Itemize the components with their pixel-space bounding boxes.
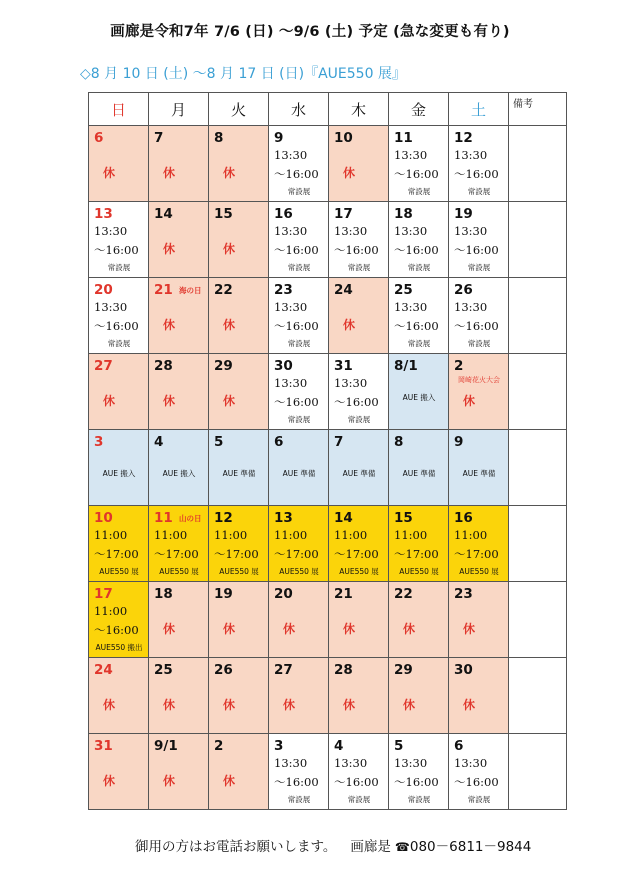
calendar-week [89,430,567,506]
closed-label: 休 [162,698,175,712]
regular-exhibition-label: 常設展 [407,263,431,272]
day-number: 18 [154,586,173,602]
open-time: 13:30 [334,224,368,238]
open-time: 13:30 [334,756,368,770]
day-number: 16 [454,510,473,526]
open-time: 13:30 [394,756,428,770]
day-number: 3 [274,738,284,754]
contact-request-text: 御用の方はお電話お願いします。 [135,839,337,855]
phone-number: 080－6811－9844 [409,839,532,855]
day-number: 14 [154,206,173,222]
close-time: ～16:00 [274,319,319,333]
weekday-sat: 土 [449,93,509,126]
day-number: 12 [454,130,473,146]
day-number: 8 [214,130,224,146]
calendar-table [88,92,567,810]
event-label: 岡崎花火大会 [458,376,500,384]
day-number: 31 [94,738,113,754]
open-time: 13:30 [454,756,488,770]
day-number: 2 [214,738,224,754]
closed-label: 休 [222,698,235,712]
calendar-week [89,658,567,734]
day-cell [209,506,269,582]
day-cell [209,126,269,202]
day-number: 3 [94,434,104,450]
day-cell [449,202,509,278]
closed-label: 休 [162,622,175,636]
aue-prep-label: AUE 準備 [462,469,496,478]
regular-exhibition-label: 常設展 [467,795,491,804]
open-time: 11:00 [94,604,128,618]
open-time: 13:30 [394,300,428,314]
closed-label: 休 [102,394,115,408]
day-number: 7 [154,130,164,146]
calendar-week [89,582,567,658]
closed-label: 休 [342,622,355,636]
aue-prep-label: AUE 準備 [342,469,376,478]
close-time: ～16:00 [394,243,439,257]
aue-move-out-label: AUE550 搬出 [95,643,143,652]
weekday-fri: 金 [389,93,449,126]
day-cell [449,734,509,810]
day-cell [449,278,509,354]
regular-exhibition-label: 常設展 [407,339,431,348]
day-cell [389,658,449,734]
page-title: 画廊是令和7年 7/6 (日) ～9/6 (土) 予定 (急な変更も有り) [110,24,510,40]
aue-prep-label: AUE 準備 [222,469,256,478]
regular-exhibition-label: 常設展 [107,339,131,348]
day-number: 22 [394,586,413,602]
note-cell [509,354,567,430]
day-cell [89,430,149,506]
note-cell [509,430,567,506]
open-time: 13:30 [274,300,308,314]
day-number: 6 [94,130,104,146]
day-number: 14 [334,510,353,526]
day-number: 16 [274,206,293,222]
day-cell [329,126,389,202]
day-number: 20 [94,282,113,298]
holiday-label: 山の日 [179,514,202,523]
closed-label: 休 [282,622,295,636]
aue-move-in-label: AUE 搬入 [102,469,136,478]
day-cell [449,658,509,734]
day-number: 29 [394,662,413,678]
day-cell [149,126,209,202]
close-time: ～16:00 [394,775,439,789]
calendar-week [89,126,567,202]
day-cell [329,354,389,430]
day-number: 11 [394,130,413,146]
open-time: 13:30 [274,756,308,770]
day-number: 8 [394,434,404,450]
regular-exhibition-label: 常設展 [287,187,311,196]
day-number: 24 [94,662,113,678]
day-number: 10 [94,510,113,526]
weekday-header-row [89,93,567,126]
note-header: 備考 [509,93,567,126]
close-time: ～17:00 [454,547,499,561]
close-time: ～16:00 [94,319,139,333]
day-number: 17 [94,586,113,602]
day-cell [89,354,149,430]
day-number: 4 [154,434,164,450]
closed-label: 休 [222,622,235,636]
closed-label: 休 [162,318,175,332]
close-time: ～16:00 [454,319,499,333]
day-cell [209,278,269,354]
regular-exhibition-label: 常設展 [467,263,491,272]
aue-prep-label: AUE 準備 [402,469,436,478]
open-time: 13:30 [454,300,488,314]
closed-label: 休 [102,774,115,788]
close-time: ～17:00 [154,547,199,561]
note-cell [509,582,567,658]
day-number: 12 [214,510,233,526]
day-number: 18 [394,206,413,222]
day-number: 4 [334,738,344,754]
day-cell [209,202,269,278]
day-cell [449,126,509,202]
regular-exhibition-label: 常設展 [467,187,491,196]
day-cell [389,506,449,582]
day-number: 31 [334,358,353,374]
day-number: 6 [454,738,464,754]
day-cell [89,582,149,658]
day-number: 8/1 [394,358,418,374]
closed-label: 休 [402,698,415,712]
aue-exhibition-label: AUE550 展 [159,567,199,576]
regular-exhibition-label: 常設展 [467,339,491,348]
regular-exhibition-label: 常設展 [107,263,131,272]
day-number: 10 [334,130,353,146]
phone-icon: ☎ [394,840,410,854]
day-cell [149,658,209,734]
close-time: ～17:00 [94,547,139,561]
close-time: ～17:00 [394,547,439,561]
day-cell [209,582,269,658]
day-number: 27 [94,358,113,374]
aue-move-in-label: AUE 搬入 [402,393,436,402]
open-time: 13:30 [94,300,128,314]
note-cell [509,506,567,582]
closed-label: 休 [222,318,235,332]
exhibition-subtitle: ◇8 月 10 日 (土) ～8 月 17 日 (日)『AUE550 展』 [80,66,406,82]
calendar-week [89,734,567,810]
day-number: 5 [394,738,404,754]
day-number: 13 [274,510,293,526]
weekday-thu: 木 [329,93,389,126]
day-number: 15 [214,206,233,222]
regular-exhibition-label: 常設展 [287,415,311,424]
aue-exhibition-label: AUE550 展 [219,567,259,576]
aue-move-in-label: AUE 搬入 [162,469,196,478]
day-number: 22 [214,282,233,298]
open-time: 11:00 [274,528,308,542]
day-number: 24 [334,282,353,298]
close-time: ～16:00 [94,623,139,637]
regular-exhibition-label: 常設展 [287,795,311,804]
day-cell [329,734,389,810]
day-cell [449,582,509,658]
close-time: ～17:00 [274,547,319,561]
note-cell [509,734,567,810]
close-time: ～16:00 [274,243,319,257]
day-number: 27 [274,662,293,678]
day-cell [89,126,149,202]
day-number: 25 [394,282,413,298]
closed-label: 休 [342,318,355,332]
open-time: 13:30 [274,148,308,162]
calendar-week [89,354,567,430]
regular-exhibition-label: 常設展 [347,795,371,804]
day-cell [149,354,209,430]
closed-label: 休 [462,698,475,712]
closed-label: 休 [222,242,235,256]
day-cell [149,506,209,582]
closed-label: 休 [402,622,415,636]
aue-exhibition-label: AUE550 展 [99,567,139,576]
day-cell [209,658,269,734]
closed-label: 休 [342,698,355,712]
day-cell [209,354,269,430]
day-number: 6 [274,434,284,450]
day-number: 7 [334,434,344,450]
day-cell [389,126,449,202]
open-time: 13:30 [94,224,128,238]
day-number: 21 [154,282,173,298]
day-cell [89,506,149,582]
day-cell [389,354,449,430]
close-time: ～17:00 [214,547,259,561]
day-number: 28 [154,358,173,374]
close-time: ～16:00 [334,243,379,257]
closed-label: 休 [462,622,475,636]
weekday-mon: 月 [149,93,209,126]
day-number: 15 [394,510,413,526]
day-number: 25 [154,662,173,678]
day-number: 13 [94,206,113,222]
open-time: 11:00 [454,528,488,542]
day-cell [89,278,149,354]
regular-exhibition-label: 常設展 [407,795,431,804]
close-time: ～16:00 [454,243,499,257]
open-time: 11:00 [394,528,428,542]
closed-label: 休 [162,242,175,256]
day-number: 23 [274,282,293,298]
aue-exhibition-label: AUE550 展 [399,567,439,576]
day-cell [269,658,329,734]
day-cell [149,430,209,506]
day-cell [269,734,329,810]
close-time: ～16:00 [394,167,439,181]
day-cell [449,506,509,582]
calendar-week [89,278,567,354]
weekday-tue: 火 [209,93,269,126]
day-cell [209,430,269,506]
aue-prep-label: AUE 準備 [282,469,316,478]
day-cell [329,506,389,582]
day-cell [329,430,389,506]
day-number: 26 [454,282,473,298]
calendar-week [89,202,567,278]
open-time: 11:00 [154,528,188,542]
closed-label: 休 [222,166,235,180]
day-number: 29 [214,358,233,374]
note-cell [509,658,567,734]
regular-exhibition-label: 常設展 [347,415,371,424]
day-cell [269,582,329,658]
day-cell [389,734,449,810]
closed-label: 休 [282,698,295,712]
day-number: 19 [214,586,233,602]
day-cell [329,278,389,354]
close-time: ～16:00 [394,319,439,333]
day-cell [329,658,389,734]
day-number: 30 [274,358,293,374]
aue-exhibition-label: AUE550 展 [279,567,319,576]
closed-label: 休 [462,394,475,408]
open-time: 13:30 [394,224,428,238]
open-time: 11:00 [334,528,368,542]
closed-label: 休 [162,394,175,408]
closed-label: 休 [342,166,355,180]
regular-exhibition-label: 常設展 [287,263,311,272]
day-cell [269,430,329,506]
day-cell [149,734,209,810]
day-number: 20 [274,586,293,602]
day-cell [269,354,329,430]
day-cell [389,202,449,278]
day-number: 19 [454,206,473,222]
close-time: ～16:00 [334,775,379,789]
open-time: 11:00 [94,528,128,542]
closed-label: 休 [102,698,115,712]
closed-label: 休 [102,166,115,180]
day-cell [389,430,449,506]
day-number: 9/1 [154,738,178,754]
day-cell [89,658,149,734]
aue-exhibition-label: AUE550 展 [459,567,499,576]
contact-footer [135,835,531,855]
weekday-wed: 水 [269,93,329,126]
holiday-label: 海の日 [179,286,202,295]
day-cell [149,202,209,278]
day-number: 9 [454,434,464,450]
day-number: 5 [214,434,224,450]
weekday-sun: 日 [89,93,149,126]
closed-label: 休 [162,166,175,180]
day-number: 9 [274,130,284,146]
day-cell [269,278,329,354]
open-time: 13:30 [334,376,368,390]
closed-label: 休 [222,774,235,788]
day-cell [269,202,329,278]
day-number: 21 [334,586,353,602]
open-time: 13:30 [274,224,308,238]
closed-label: 休 [162,774,175,788]
day-number: 2 [454,358,464,374]
day-cell [89,734,149,810]
close-time: ～16:00 [274,395,319,409]
open-time: 13:30 [454,148,488,162]
note-cell [509,278,567,354]
note-cell [509,126,567,202]
note-cell [509,202,567,278]
close-time: ～16:00 [454,775,499,789]
close-time: ～16:00 [274,167,319,181]
day-cell [149,278,209,354]
day-cell [149,582,209,658]
close-time: ～17:00 [334,547,379,561]
calendar-week [89,506,567,582]
closed-label: 休 [222,394,235,408]
day-cell [389,278,449,354]
regular-exhibition-label: 常設展 [347,263,371,272]
day-cell [329,582,389,658]
open-time: 13:30 [454,224,488,238]
close-time: ～16:00 [334,395,379,409]
day-number: 17 [334,206,353,222]
day-cell [449,354,509,430]
gallery-name: 画廊是 [350,839,391,855]
day-number: 26 [214,662,233,678]
close-time: ～16:00 [454,167,499,181]
open-time: 13:30 [274,376,308,390]
regular-exhibition-label: 常設展 [287,339,311,348]
day-cell [269,506,329,582]
day-number: 28 [334,662,353,678]
close-time: ～16:00 [94,243,139,257]
regular-exhibition-label: 常設展 [407,187,431,196]
day-number: 30 [454,662,473,678]
day-cell [449,430,509,506]
day-cell [89,202,149,278]
day-number: 23 [454,586,473,602]
aue-exhibition-label: AUE550 展 [339,567,379,576]
close-time: ～16:00 [274,775,319,789]
day-cell [209,734,269,810]
day-cell [329,202,389,278]
open-time: 11:00 [214,528,248,542]
open-time: 13:30 [394,148,428,162]
day-cell [269,126,329,202]
day-number: 11 [154,510,173,526]
day-cell [389,582,449,658]
